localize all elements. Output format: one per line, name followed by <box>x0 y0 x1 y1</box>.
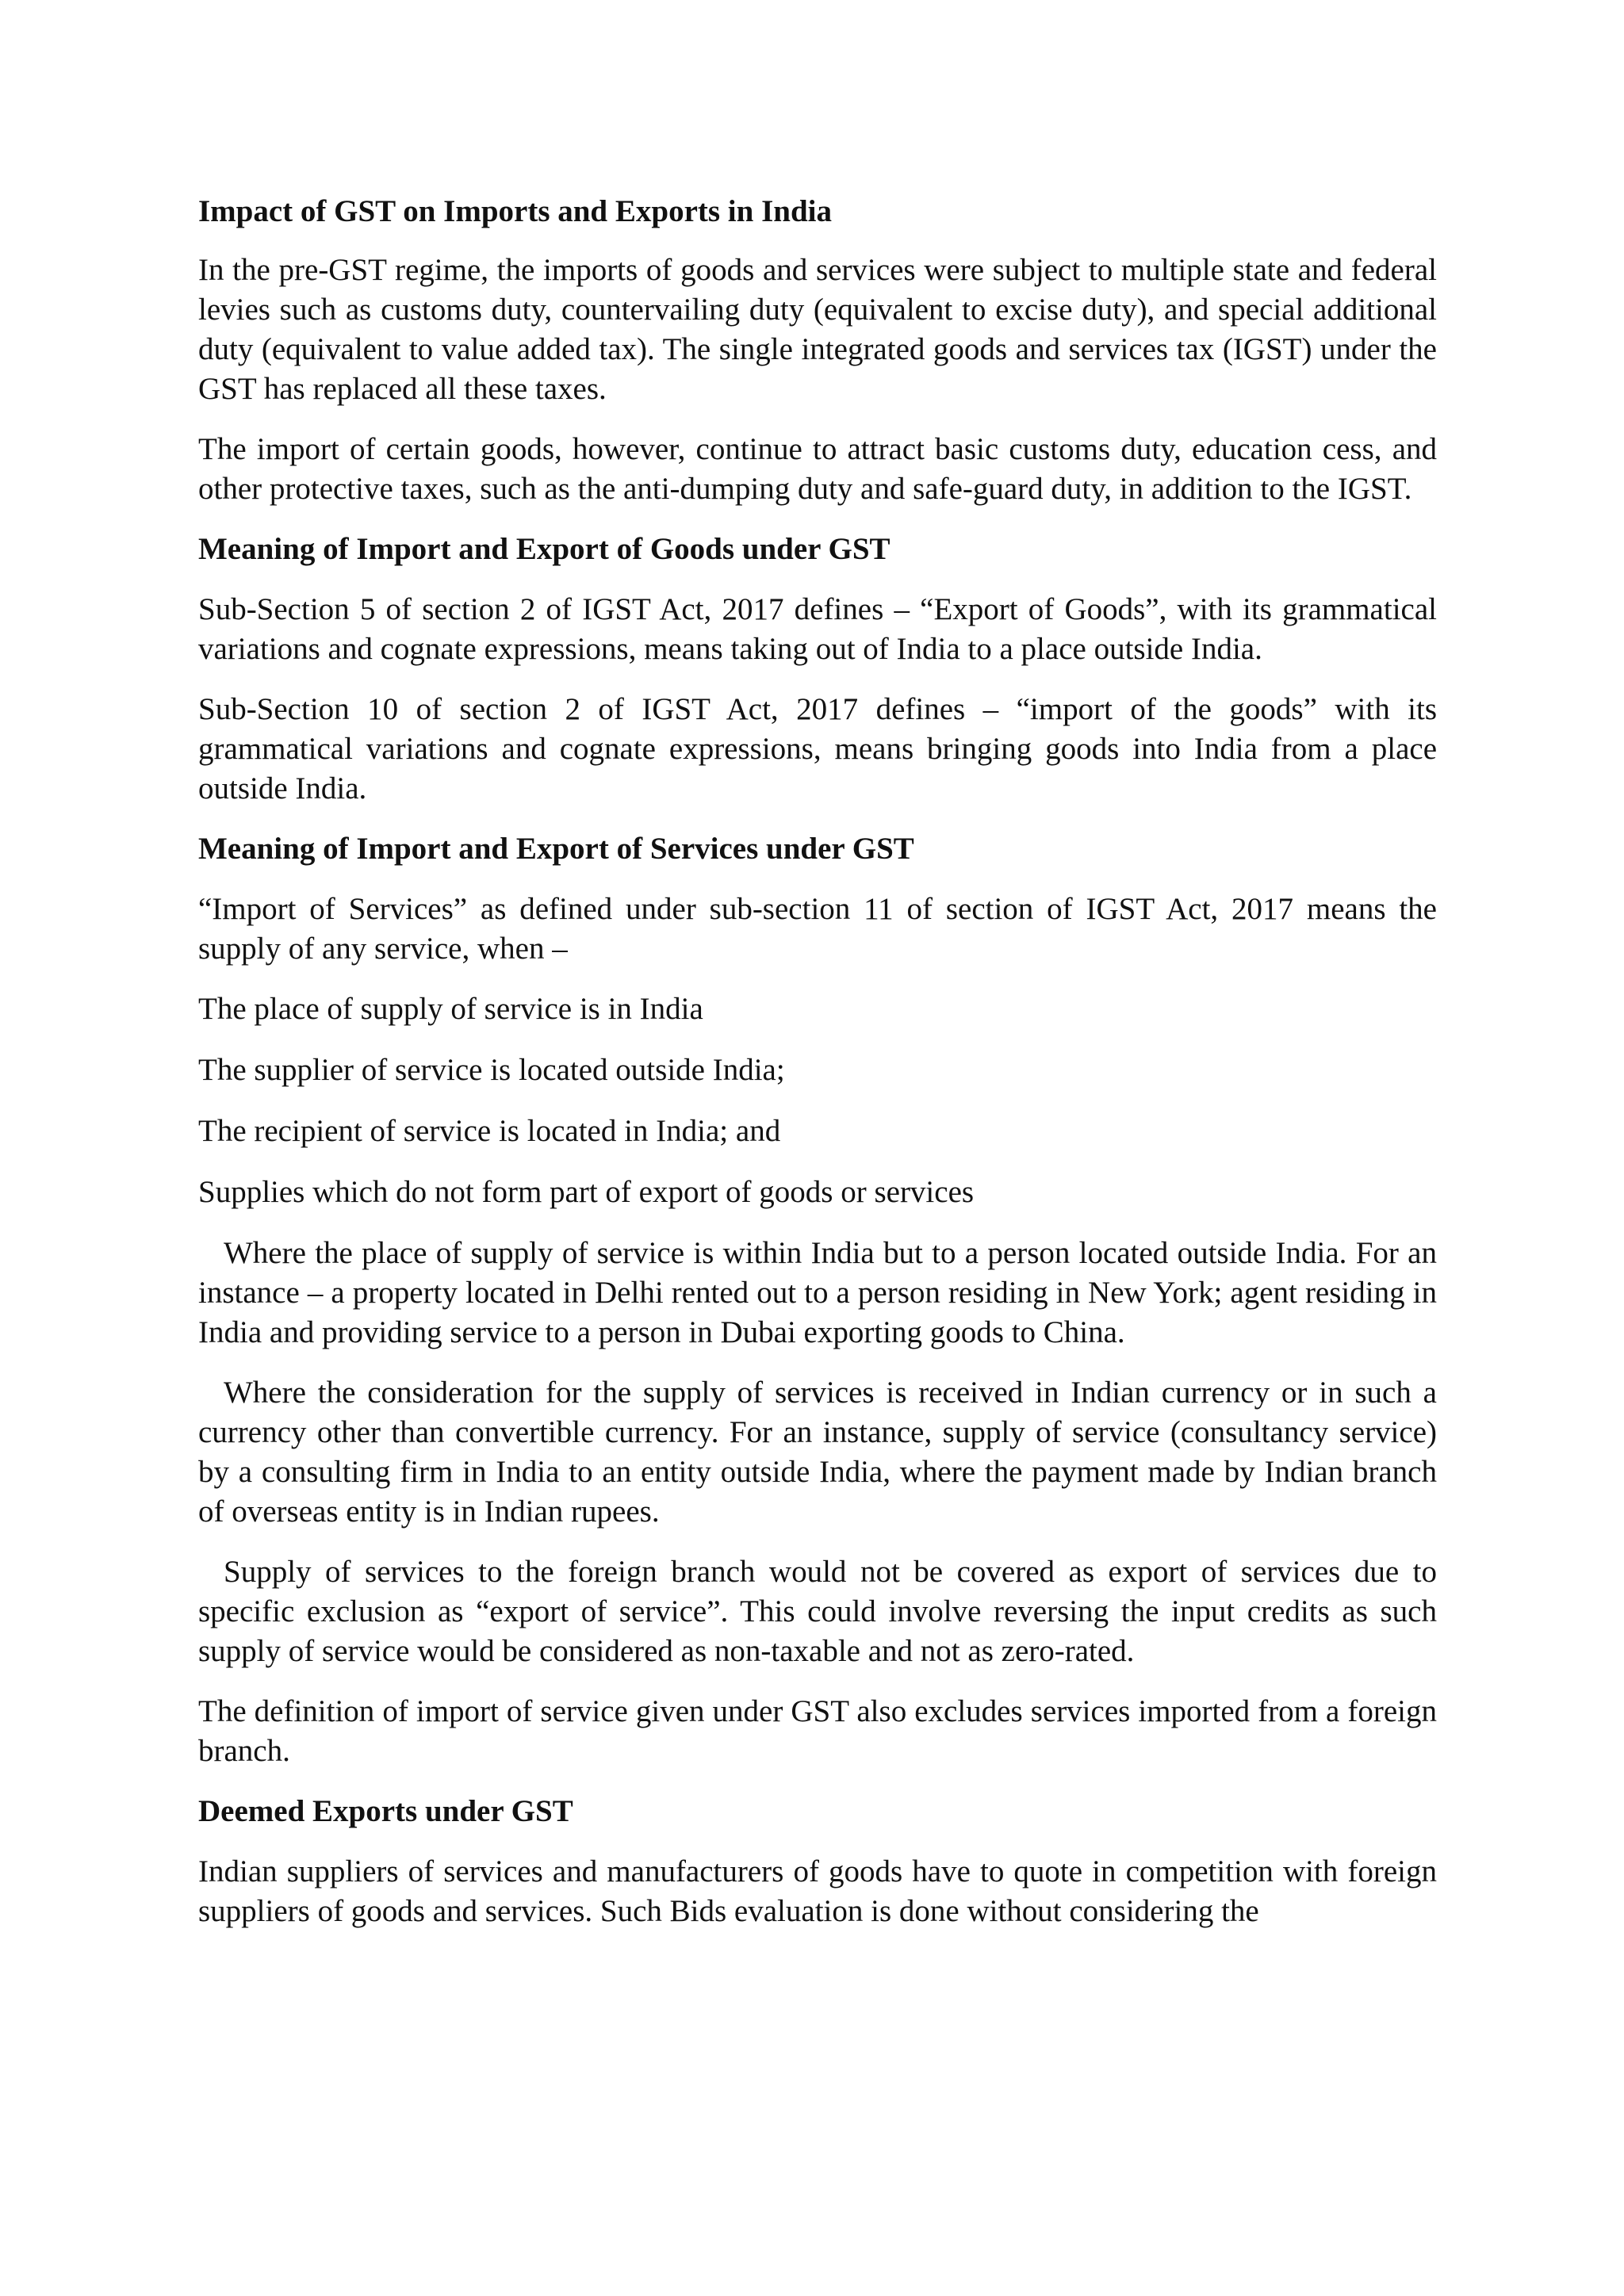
section-heading-goods: Meaning of Import and Export of Goods under GST <box>198 532 891 566</box>
condition-item: Supplies which do not form part of export of goods or services <box>198 1175 975 1209</box>
paragraph-consideration-currency: Where the consideration for the supply of services is received in Indian currency or in such a currency other than convertible currency. For an instance, supply of service (consultancy service) by a consulting firm in India to an entity outside India, where the payment made by Indian branch of overseas entity is in Indian rupees. <box>198 1376 1437 1529</box>
paragraph-indian-suppliers: Indian suppliers of services and manufacturers of goods have to quote in competition with foreign suppliers of goods and services. Such Bids evaluation is done without considering the <box>198 1854 1437 1928</box>
condition-item: The recipient of service is located in India; and <box>198 1114 781 1148</box>
paragraph-import-of-goods: Sub-Section 10 of section 2 of IGST Act, 2017 defines – “import of the goods” with its grammatical variations and cognate expressions, means bringing goods into India from a place outside India. <box>198 692 1437 806</box>
document-page <box>198 192 1437 1931</box>
paragraph-export-of-goods: Sub-Section 5 of section 2 of IGST Act, 2017 defines – “Export of Goods”, with its grammatical variations and cognate expressions, means taking out of India to a place outside India. <box>198 592 1437 666</box>
section-heading-gst-imports-exports: Impact of GST on Imports and Exports in India <box>198 194 832 228</box>
paragraph-place-of-supply: Where the place of supply of service is within India but to a person located outside India. For an instance – a property located in Delhi rented out to a person residing in New York; agent residing in India and providing service to a person in Dubai exporting goods to China. <box>198 1236 1437 1349</box>
paragraph-foreign-branch: Supply of services to the foreign branch would not be covered as export of services due to specific exclusion as “export of service”. This could involve reversing the input credits as such supply of service would be considered as non-taxable and not as zero-rated. <box>198 1555 1437 1668</box>
paragraph-customs-duty: The import of certain goods, however, continue to attract basic customs duty, education cess, and other protective taxes, such as the anti-dumping duty and safe-guard duty, in addition to the IGST. <box>198 432 1437 506</box>
paragraph-import-of-services: “Import of Services” as defined under sub-section 11 of section of IGST Act, 2017 means the supply of any service, when – <box>198 892 1437 966</box>
condition-item: The place of supply of service is in India <box>198 992 703 1026</box>
paragraph-pre-gst-regime: In the pre-GST regime, the imports of goods and services were subject to multiple state and federal levies such as customs duty, countervailing duty (equivalent to excise duty), and special additional duty (equivalent to value added tax). The single integrated goods and services tax (IGST) under the GST has replaced all these taxes. <box>198 253 1437 406</box>
paragraph-definition-exclusion: The definition of import of service given under GST also excludes services imported from a foreign branch. <box>198 1694 1437 1768</box>
section-heading-services: Meaning of Import and Export of Services under GST <box>198 832 914 866</box>
condition-item: The supplier of service is located outside India; <box>198 1053 785 1087</box>
section-heading-deemed-exports: Deemed Exports under GST <box>198 1794 573 1828</box>
